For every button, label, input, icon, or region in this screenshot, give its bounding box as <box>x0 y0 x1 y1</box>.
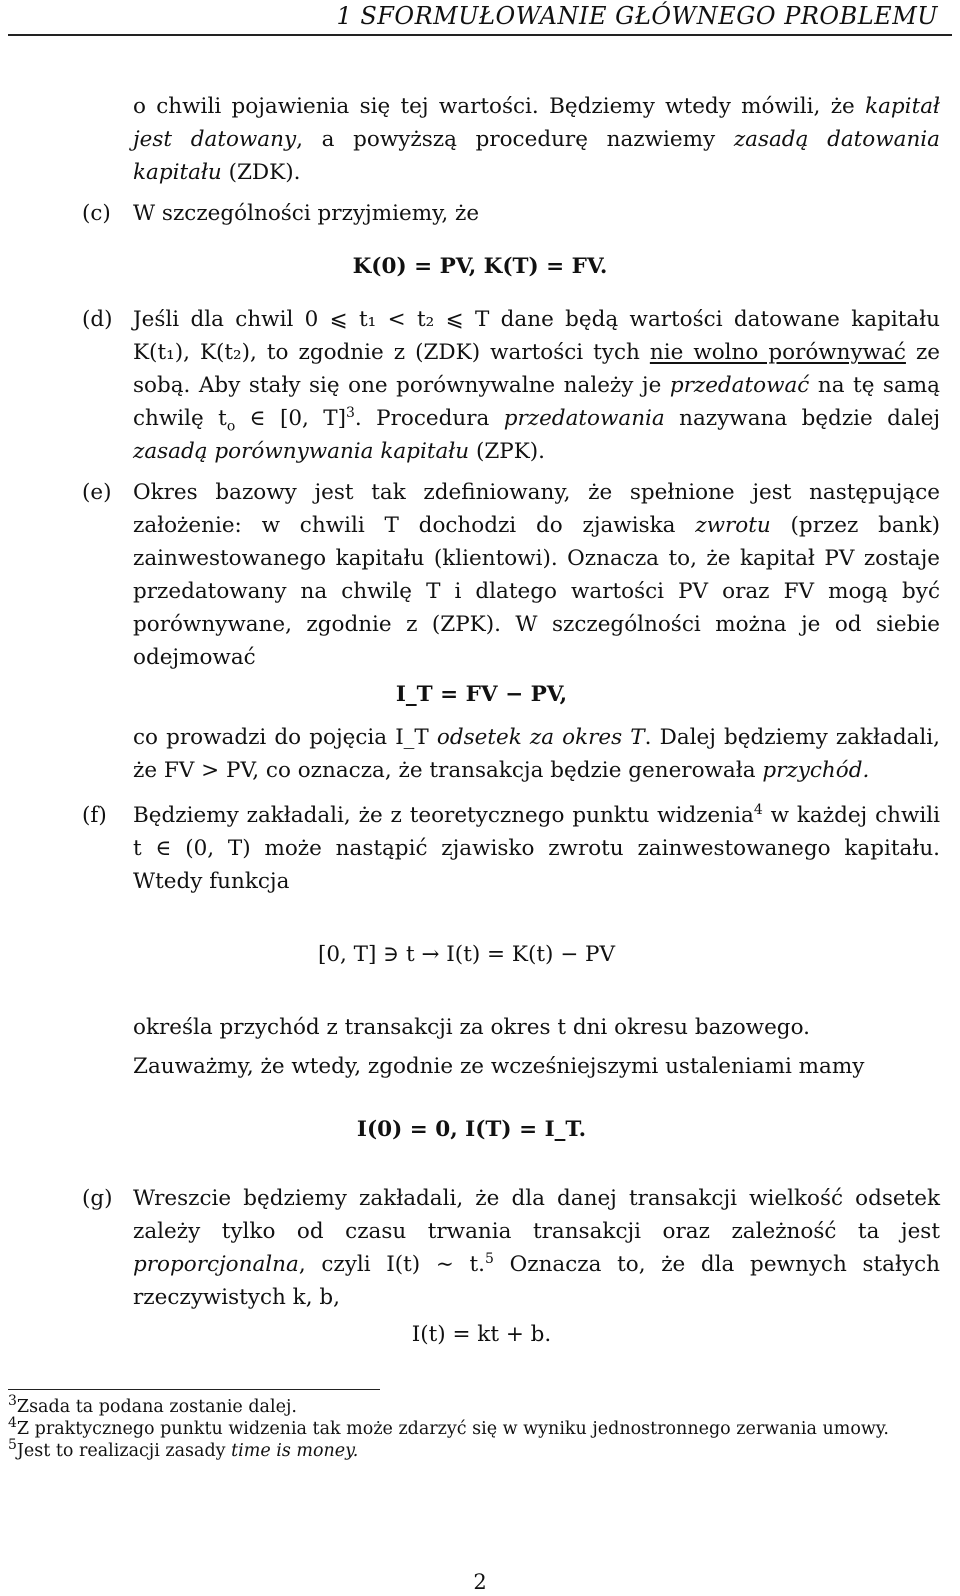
list-item-f <box>0 799 960 1146</box>
emphasis-term: przedatować <box>669 373 810 398</box>
paragraph-b-continued <box>0 90 960 189</box>
footnote-3 <box>8 1393 942 1418</box>
footnote-emphasis: time is money. <box>231 1441 359 1461</box>
emphasis-term: zwrotu <box>695 513 771 538</box>
equation-f2: I(0) = 0, I(T) = I_T. <box>356 1117 587 1142</box>
emphasis-term: przedatowania <box>503 406 665 431</box>
header-rule <box>8 34 952 36</box>
text-run: Jeśli dla chwil 0 ⩽ t₁ < t₂ ⩽ T dane będą wartości datowane kapitału K(t₁), K(t₂), to zgodnie z (ZDK) wartości tych <box>133 307 940 365</box>
text-run: , czyli I(t) ∼ t. <box>298 1252 486 1277</box>
footnote-ref: 4 <box>753 801 763 818</box>
text-run: na tę samą chwilę t <box>133 373 940 431</box>
item-text <box>133 476 940 674</box>
text-run: nazywana będzie dalej <box>664 406 940 431</box>
emphasis-term: proporcjonalna <box>133 1252 299 1277</box>
text-run: . Procedura <box>354 406 504 431</box>
page-body <box>0 90 960 1351</box>
text-run: ze sobą. Aby stały się one porównywalne należy je <box>133 340 941 398</box>
item-label: (c) <box>82 201 111 226</box>
footnote-ref: 3 <box>346 404 355 421</box>
footnote-number: 3 <box>8 1393 17 1410</box>
emphasis-term: kapitał jest datowany <box>133 94 940 152</box>
list-item-g <box>0 1182 960 1351</box>
text-run: ∈ [0, T] <box>235 406 346 431</box>
running-header: 1 SFORMUŁOWANIE GŁÓWNEGO PROBLEMU <box>336 2 938 30</box>
footnote-ref: 5 <box>485 1250 494 1267</box>
text-run: Oznacza to, że dla pewnych stałych rzeczywistych k, b, <box>133 1252 940 1310</box>
item-label: (f) <box>82 803 107 828</box>
item-text <box>133 799 940 898</box>
text-run: w każdej chwili t ∈ (0, T) może nastąpić zjawisko zwrotu zainwestowanego kapitału. Wtedy funkcja <box>133 803 941 894</box>
text-run: (przez bank) zainwestowanego kapitału (klientowi). Oznacza to, że kapitał PV zostaje przedatowany na chwilę T i dlatego wartości PV oraz FV mogą być porównywane, zgodnie z (ZPK). W szczególności można je od siebie odejmować <box>133 513 940 670</box>
footnote-5 <box>8 1437 942 1462</box>
text-run: Wreszcie będziemy zakładali, że dla danej transakcji wielkość odsetek zależy tylko od czasu trwania transakcji oraz zależność ta jest <box>133 1186 940 1244</box>
emphasis-term: zasadą porównywania kapitału <box>133 439 470 464</box>
footnote-text: Jest to realizacji zasady <box>16 1441 232 1461</box>
item-text <box>133 303 940 468</box>
item-text-continued: Zauważmy, że wtedy, zgodnie ze wcześniejszymi ustaleniami mamy <box>133 1054 865 1079</box>
equation-e: I_T = FV − PV, <box>395 682 568 707</box>
emphasis-term: zasadą datowania kapitału <box>133 127 940 185</box>
page-number: 2 <box>473 1570 487 1594</box>
item-text-continued: określa przychód z transakcji za okres t dni okresu bazowego. <box>133 1015 810 1040</box>
text-run: . Dalej będziemy zakładali, że FV > PV, co oznacza, że transakcja będzie generowała <box>133 725 941 783</box>
footnote-text: Z praktycznego punktu widzenia tak może zdarzyć się w wyniku jednostronnego zerwania umowy. <box>16 1419 889 1439</box>
item-label: (e) <box>82 480 112 505</box>
emphasis-term: przychód. <box>762 758 870 783</box>
footnotes <box>8 1393 942 1462</box>
footnote-number: 5 <box>8 1437 17 1454</box>
text-run: Będziemy zakładali, że z teoretycznego punktu widzenia <box>133 803 754 828</box>
list-item-e <box>0 476 960 787</box>
text-run: (ZDK). <box>221 160 301 185</box>
item-text <box>133 1182 940 1314</box>
item-label: (g) <box>82 1186 113 1211</box>
text-run: , a powyższą procedurę nazwiemy <box>296 127 734 152</box>
text-run: o chwili pojawienia się tej wartości. Będziemy wtedy mówili, że <box>133 94 866 119</box>
equation-g: I(t) = kt + b. <box>411 1322 552 1347</box>
list-item-c <box>0 197 960 230</box>
emphasis-term: odsetek za okres T <box>436 725 645 750</box>
item-label: (d) <box>82 307 113 332</box>
list-item-d <box>0 303 960 468</box>
text-run: Okres bazowy jest tak zdefiniowany, że spełnione jest następujące założenie: w chwili T dochodzi do zjawiska <box>133 480 940 538</box>
item-text-continued <box>133 721 940 787</box>
footnote-4 <box>8 1415 942 1440</box>
footnote-number: 4 <box>8 1415 17 1432</box>
equation-f: [0, T] ∋ t → I(t) = K(t) − PV <box>317 942 616 967</box>
underlined-term: nie wolno porównywać <box>649 340 906 365</box>
footnote-rule <box>8 1389 380 1390</box>
text-run: co prowadzi do pojęcia I_T <box>133 725 437 750</box>
text-run: (ZPK). <box>469 439 546 464</box>
item-text: W szczególności przyjmiemy, że <box>133 201 480 226</box>
footnote-text: Zsada ta podana zostanie dalej. <box>16 1397 297 1417</box>
subscript: o <box>226 418 236 435</box>
equation-c: K(0) = PV, K(T) = FV. <box>352 254 608 279</box>
